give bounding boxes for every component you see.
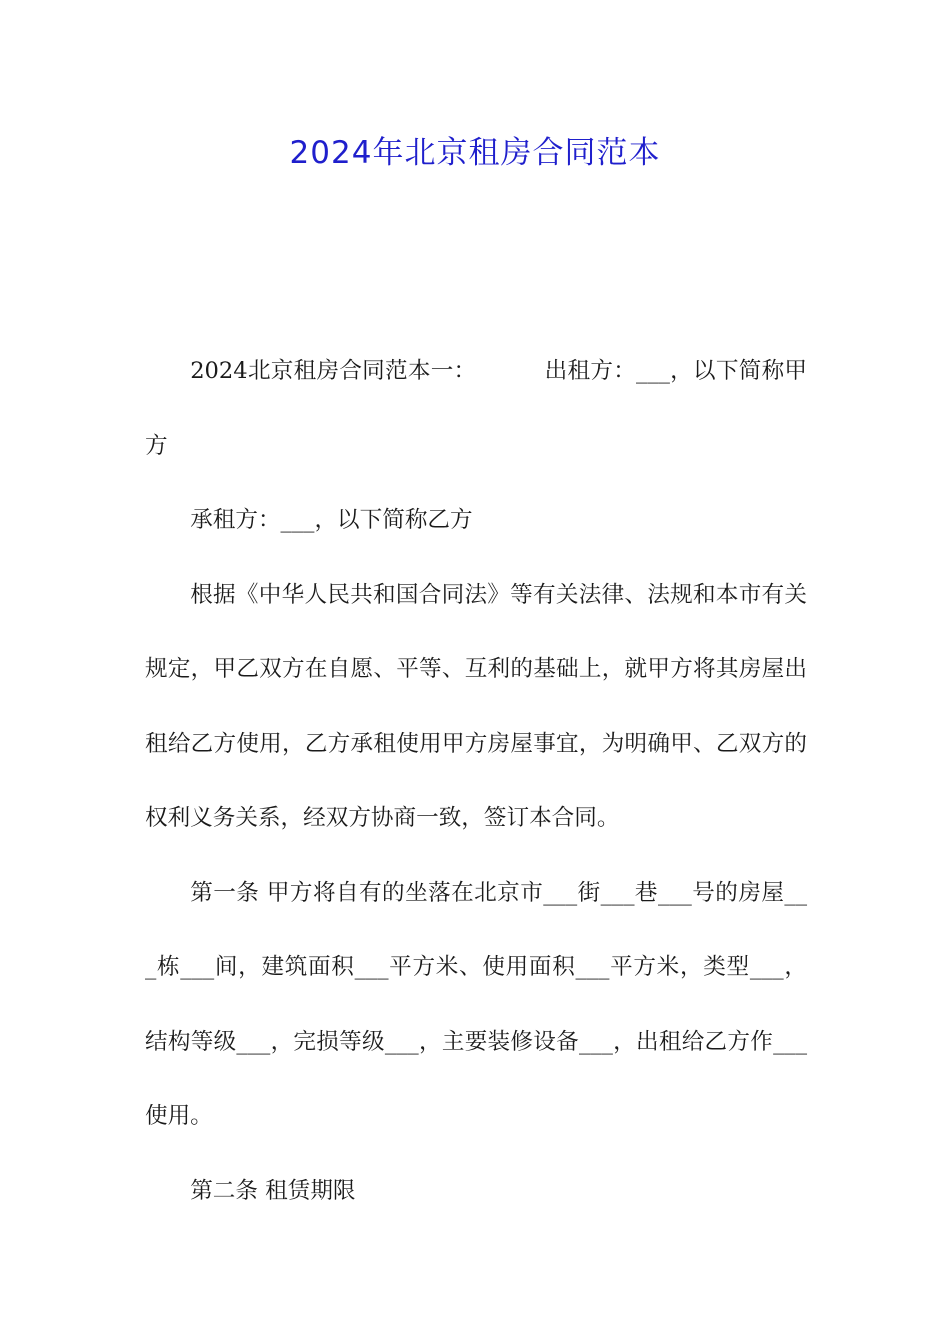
- paragraph-basis: 根据《中华人民共和国合同法》等有关法律、法规和本市有关规定，甲乙双方在自愿、平等、互利的基础上，就甲方将其房屋出租给乙方使用，乙方承租使用甲方房屋事宜，为明确甲、乙双方的权利义务关系，经双方协商一致，签订本合同。: [145, 581, 807, 831]
- paragraph-intro: [145, 334, 807, 483]
- paragraph-lessee: 承租方：___，以下简称乙方: [190, 507, 473, 533]
- paragraph-article-1: 第一条 甲方将自有的坐落在北京市___街___巷___号的房屋___栋___间，建筑面积___平方米、使用面积___平方米，类型___，结构等级___，完损等级___，主要装修设备___，出租给乙方作___使用。: [145, 879, 807, 1129]
- paragraph-article-2: 第二条 租赁期限: [190, 1177, 356, 1204]
- document-title: 2024年北京租房合同范本: [289, 135, 661, 171]
- document-body: [145, 334, 807, 1228]
- lessor-line: 出租方：___，以下简称甲方: [145, 358, 808, 459]
- intro-label: 2024北京租房合同范本一：: [190, 358, 477, 384]
